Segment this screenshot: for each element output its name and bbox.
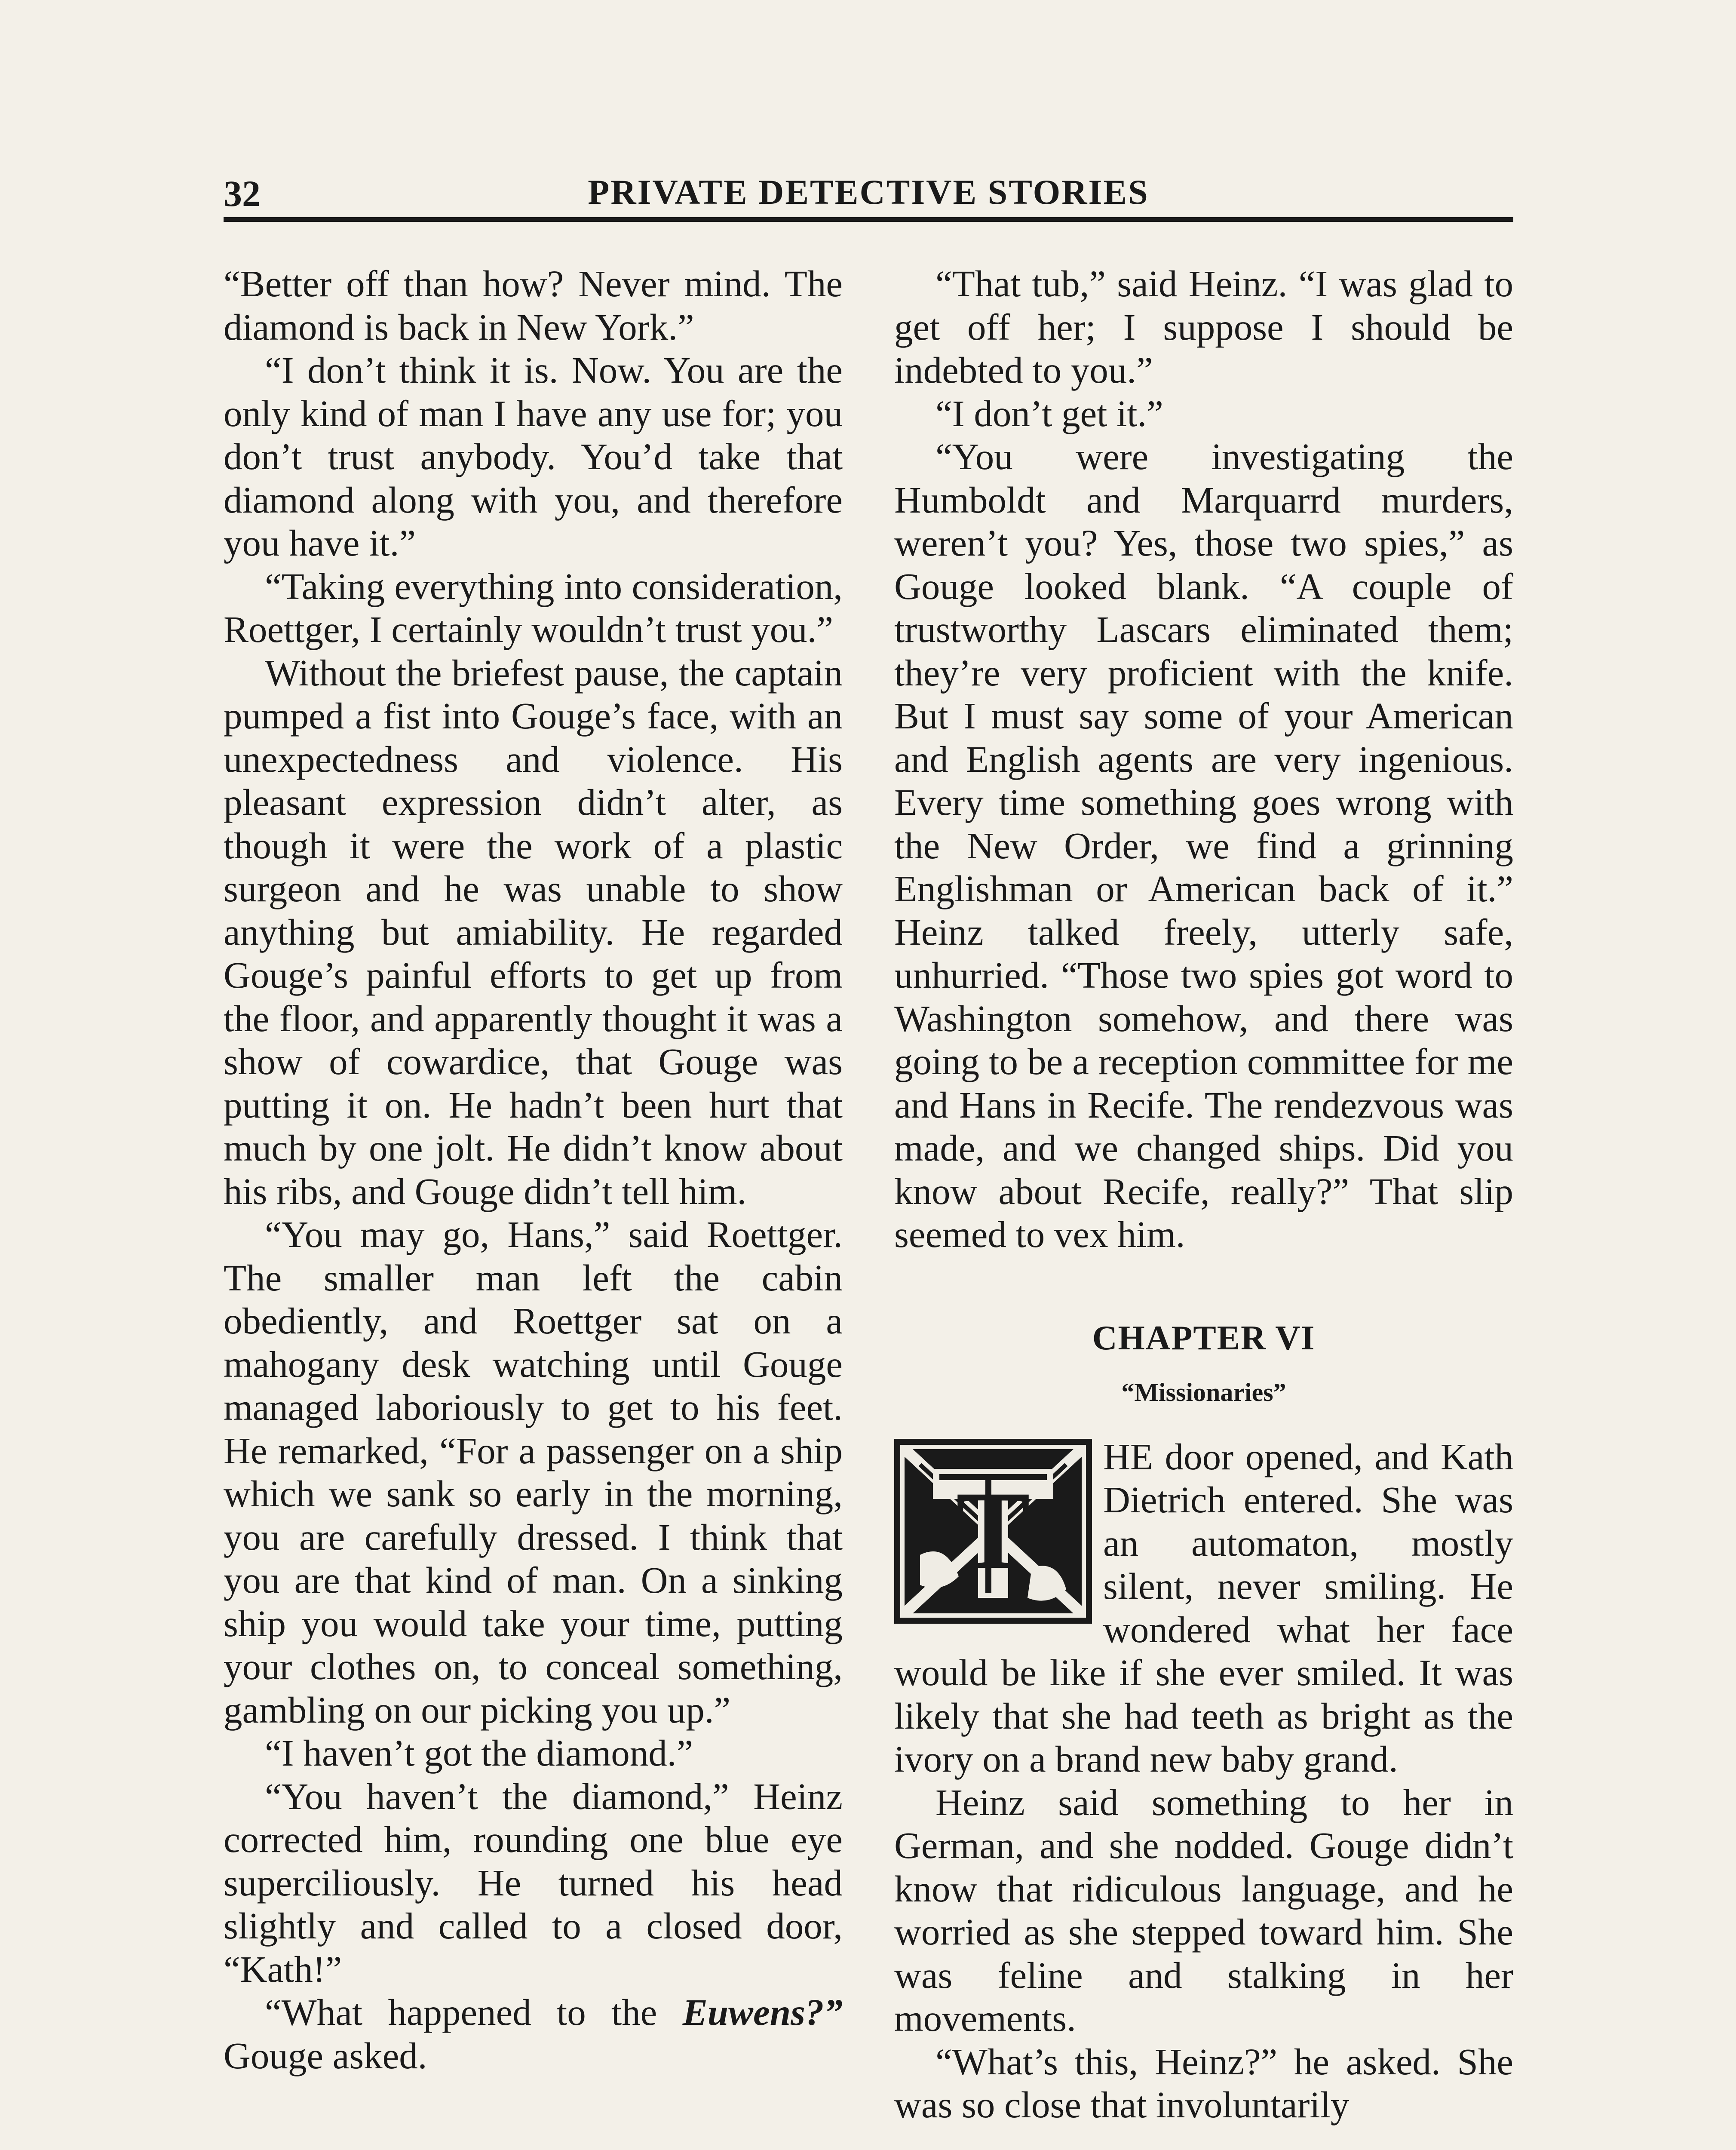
page-number: 32	[224, 173, 261, 214]
header-rule	[224, 217, 1513, 222]
text-run: Gouge asked.	[224, 2034, 427, 2076]
paragraph: “I don’t get it.”	[935, 392, 1163, 434]
paragraph: “I haven’t got the diamond.”	[265, 1732, 693, 1774]
text-run: “What happened to the	[265, 1991, 683, 2033]
paragraph: “You were investigating the Humboldt and Marquarrd murders, weren’t you? Yes, those two spies,” as Gouge looked blank. “A couple of trustworthy Lascars eliminated them; they’re very proficient with the knife. But I must say some of your American and English agents are very ingenious. Every time something goes wrong with the New Order, we find a grinning Englishman or American back of it.” Heinz talked freely, utterly safe, unhurried. “Those two spies got word to Washington somehow, and there was going to be a reception committee for me and Hans in Recife. The rendezvous was made, and we changed ships. Did you know about Recife, really?” That slip seemed to vex him.	[894, 436, 1513, 1255]
paragraph: “Taking everything into consideration, Roettger, I certainly wouldn’t trust you.”	[224, 565, 843, 650]
dropcap-letter: T	[956, 1468, 1031, 1592]
paragraph: Without the briefest pause, the captain pumped a fist into Gouge’s face, with an unexpectedness and violence. His pleasant expression didn’t alter, as though it were the work of a plastic surgeon and he was unable to show anything but amiability. He regarded Gouge’s painful efforts to get up from the floor, and apparently thought it was a show of cowardice, that Gouge was putting it on. He hadn’t been hurt that much by one jolt. He didn’t know about his ribs, and Gouge didn’t tell him.	[224, 651, 843, 1212]
paragraph: “Better off than how? Never mind. The diamond is back in New York.”	[224, 263, 843, 348]
paragraph	[224, 1991, 843, 2077]
paragraph: Heinz said something to her in German, and she nodded. Gouge didn’t know that ridiculous language, and he worried as she stepped toward him. She was feline and stalking in her movements.	[894, 1781, 1513, 2039]
right-column	[894, 262, 1513, 2127]
ship-name: Euwens?”	[682, 1991, 843, 2033]
paragraph: “You may go, Hans,” said Roettger. The smaller man left the cabin obediently, and Roettger sat on a mahogany desk watching until Gouge managed laboriously to get to his feet. He remarked, “For a passenger on a ship which we sank so early in the morning, you are carefully dressed. I think that you are that kind of man. On a sinking ship you would take your time, putting your clothes on, to conceal something, gambling on our picking you up.”	[224, 1213, 843, 1731]
page-header	[224, 172, 1513, 215]
paragraph: HE door opened, and Kath Dietrich entered. She was an automaton, mostly silent, never smiling. He wondered what her face would be like if she ever smiled. It was likely that she had teeth as bright as the ivory on a brand new baby grand.	[894, 1435, 1513, 1780]
chapter-subtitle: “Missionaries”	[1121, 1378, 1286, 1407]
paragraph: “I don’t think it is. Now. You are the only kind of man I have any use for; you don’t trust anybody. You’d take that diamond along with you, and therefore you have it.”	[224, 349, 843, 564]
running-title: PRIVATE DETECTIVE STORIES	[588, 172, 1149, 212]
paragraph: “What’s this, Heinz?” he asked. She was so close that involuntarily	[894, 2040, 1513, 2125]
dropcap-woodcut-icon	[894, 1439, 1092, 1624]
paragraph: “You haven’t the diamond,” Heinz corrected him, rounding one blue eye superciliously. He turned his head slightly and called to a closed door, “Kath!”	[224, 1775, 843, 1990]
left-column	[224, 262, 843, 2077]
paragraph: “That tub,” said Heinz. “I was glad to get off her; I suppose I should be indebted to you.”	[894, 263, 1513, 391]
dropcap-illustration	[894, 1439, 1092, 1624]
chapter-heading: CHAPTER VI	[1092, 1319, 1316, 1357]
